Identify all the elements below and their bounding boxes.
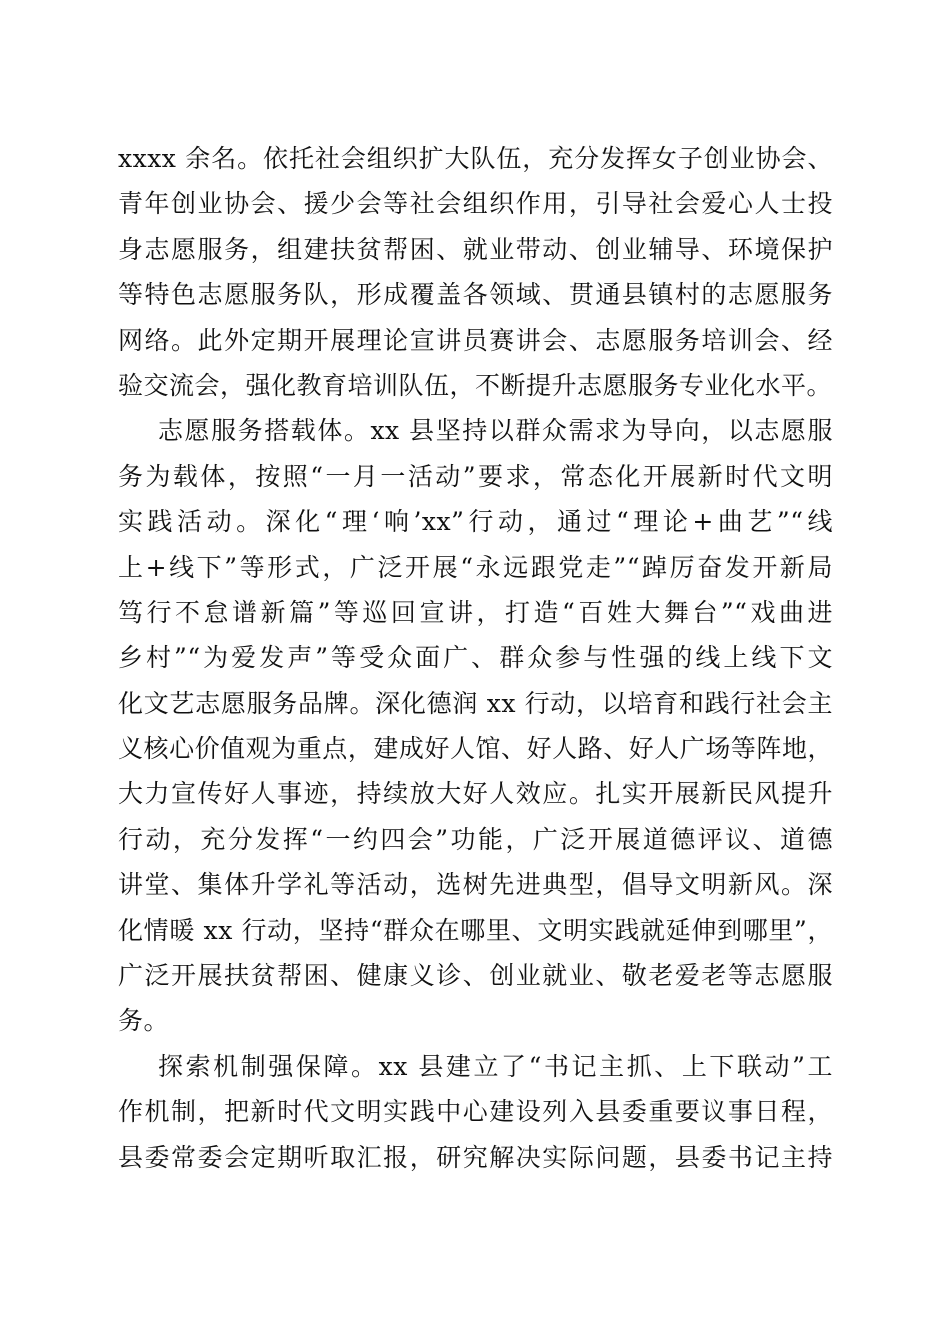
text-line: 务为载体，按照“一月一活动”要求，常态化开展新时代文明 bbox=[118, 461, 833, 491]
text-line: 讲堂、集体升学礼等活动，选树先进典型，倡导文明新风。深 bbox=[118, 870, 833, 900]
text-line: 化文艺志愿服务品牌。深化德润 xx 行动，以培育和践行社会主 bbox=[118, 688, 833, 718]
text-line: 行动，充分发挥“一约四会”功能，广泛开展道德评议、道德 bbox=[118, 824, 833, 854]
document-body bbox=[118, 136, 833, 1180]
text-line: 大力宣传好人事迹，持续放大好人效应。扎实开展新民风提升 bbox=[118, 779, 833, 809]
text-line: 上+线下”等形式，广泛开展“永远跟党走”“踔厉奋发开新局 bbox=[118, 552, 833, 582]
text-line: 广泛开展扶贫帮困、健康义诊、创业就业、敬老爱老等志愿服 bbox=[118, 961, 833, 991]
text-line: xxxx 余名。依托社会组织扩大队伍，充分发挥女子创业协会、 bbox=[118, 144, 833, 173]
text-line: 志愿服务搭载体。xx 县坚持以群众需求为导向，以志愿服 bbox=[158, 416, 833, 446]
text-line: 务。 bbox=[118, 1006, 170, 1036]
text-line: 化情暖 xx 行动，坚持“群众在哪里、文明实践就延伸到哪里”， bbox=[118, 915, 833, 945]
text-line: 实践活动。深化“理‘响’xx”行动，通过“理论+曲艺”“线 bbox=[118, 507, 833, 537]
text-line: 笃行不怠谱新篇”等巡回宣讲，打造“百姓大舞台”“戏曲进 bbox=[118, 597, 833, 627]
paragraph-mechanism bbox=[118, 1044, 833, 1180]
text-line: 作机制，把新时代文明实践中心建设列入县委重要议事日程， bbox=[118, 1097, 833, 1127]
text-line: 县委常委会定期听取汇报，研究解决实际问题，县委书记主持 bbox=[118, 1142, 833, 1172]
text-line: 义核心价值观为重点，建成好人馆、好人路、好人广场等阵地， bbox=[118, 734, 833, 764]
text-line: 青年创业协会、援少会等社会组织作用，引导社会爱心人士投 bbox=[118, 189, 833, 219]
text-line: 等特色志愿服务队，形成覆盖各领域、贯通县镇村的志愿服务 bbox=[118, 280, 833, 310]
text-line: 网络。此外定期开展理论宣讲员赛讲会、志愿服务培训会、经 bbox=[118, 325, 833, 355]
paragraph-service-carrier bbox=[118, 408, 833, 1043]
text-line: 验交流会，强化教育培训队伍，不断提升志愿服务专业化水平。 bbox=[118, 370, 833, 400]
text-line: 乡村”“为爱发声”等受众面广、群众参与性强的线上线下文 bbox=[118, 643, 833, 673]
paragraph-volunteer-team bbox=[118, 136, 833, 408]
text-line: 身志愿服务，组建扶贫帮困、就业带动、创业辅导、环境保护 bbox=[118, 234, 833, 264]
text-line: 探索机制强保障。xx 县建立了“书记主抓、上下联动”工 bbox=[158, 1051, 833, 1081]
